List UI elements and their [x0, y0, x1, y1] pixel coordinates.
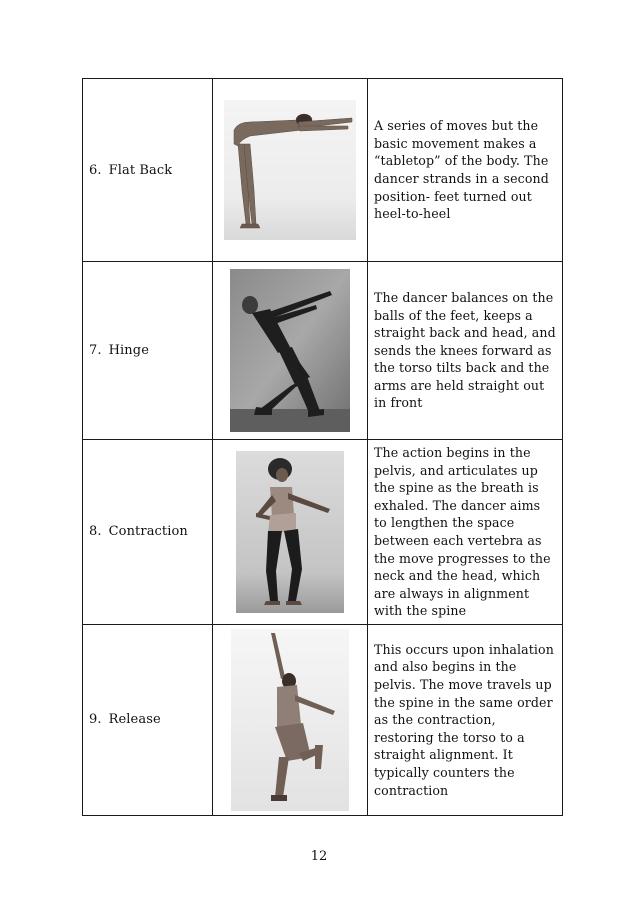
move-name: Hinge: [108, 343, 149, 358]
table-row: [83, 624, 563, 815]
hinge-photo: [230, 269, 350, 432]
move-photo-cell: [213, 262, 368, 440]
release-photo: [231, 629, 349, 811]
move-name-cell: [83, 79, 213, 262]
move-number: 8.: [89, 524, 102, 540]
move-name: Contraction: [108, 524, 188, 540]
table-row: [83, 262, 563, 440]
move-name-cell: [83, 624, 213, 815]
move-name-cell: [83, 440, 213, 625]
move-description: The action begins in the pelvis, and articulates up the spine as the breath is exhaled. The dancer aims to lengthen the space between each vertebra as the move progresses to the neck and the head, which are always in alignment with the spine: [374, 445, 551, 619]
move-photo-cell: [213, 440, 368, 625]
move-description: This occurs upon inhalation and also begins in the pelvis. The move travels up the spine in the same order as the contraction, restoring the torso to a straight alignment. It typically counters the contraction: [374, 641, 554, 798]
move-number: 6.: [89, 162, 102, 178]
move-description: The dancer balances on the balls of the feet, keeps a straight back and head, and sends the knees forward as the torso tilts back and the arms are held straight out in front: [374, 289, 556, 411]
contraction-photo: [236, 451, 344, 613]
move-description-cell: [368, 624, 563, 815]
move-number: 9.: [89, 712, 102, 728]
page-number: 12: [310, 849, 328, 864]
move-name: Release: [108, 712, 161, 728]
move-description: A series of moves but the basic movement makes a “tabletop” of the body. The dancer strands in a second position- feet turned out heel-to-heel: [374, 118, 549, 222]
move-description-cell: [368, 262, 563, 440]
move-description-cell: [368, 440, 563, 625]
move-description-cell: [368, 79, 563, 262]
move-name-cell: [83, 262, 213, 440]
table-row: [83, 79, 563, 262]
flat-back-photo: [224, 100, 356, 240]
move-number: 7.: [89, 343, 102, 358]
dance-moves-table: [82, 78, 563, 816]
table-row: [83, 440, 563, 625]
move-photo-cell: [213, 79, 368, 262]
move-name: Flat Back: [108, 162, 173, 178]
move-photo-cell: [213, 624, 368, 815]
